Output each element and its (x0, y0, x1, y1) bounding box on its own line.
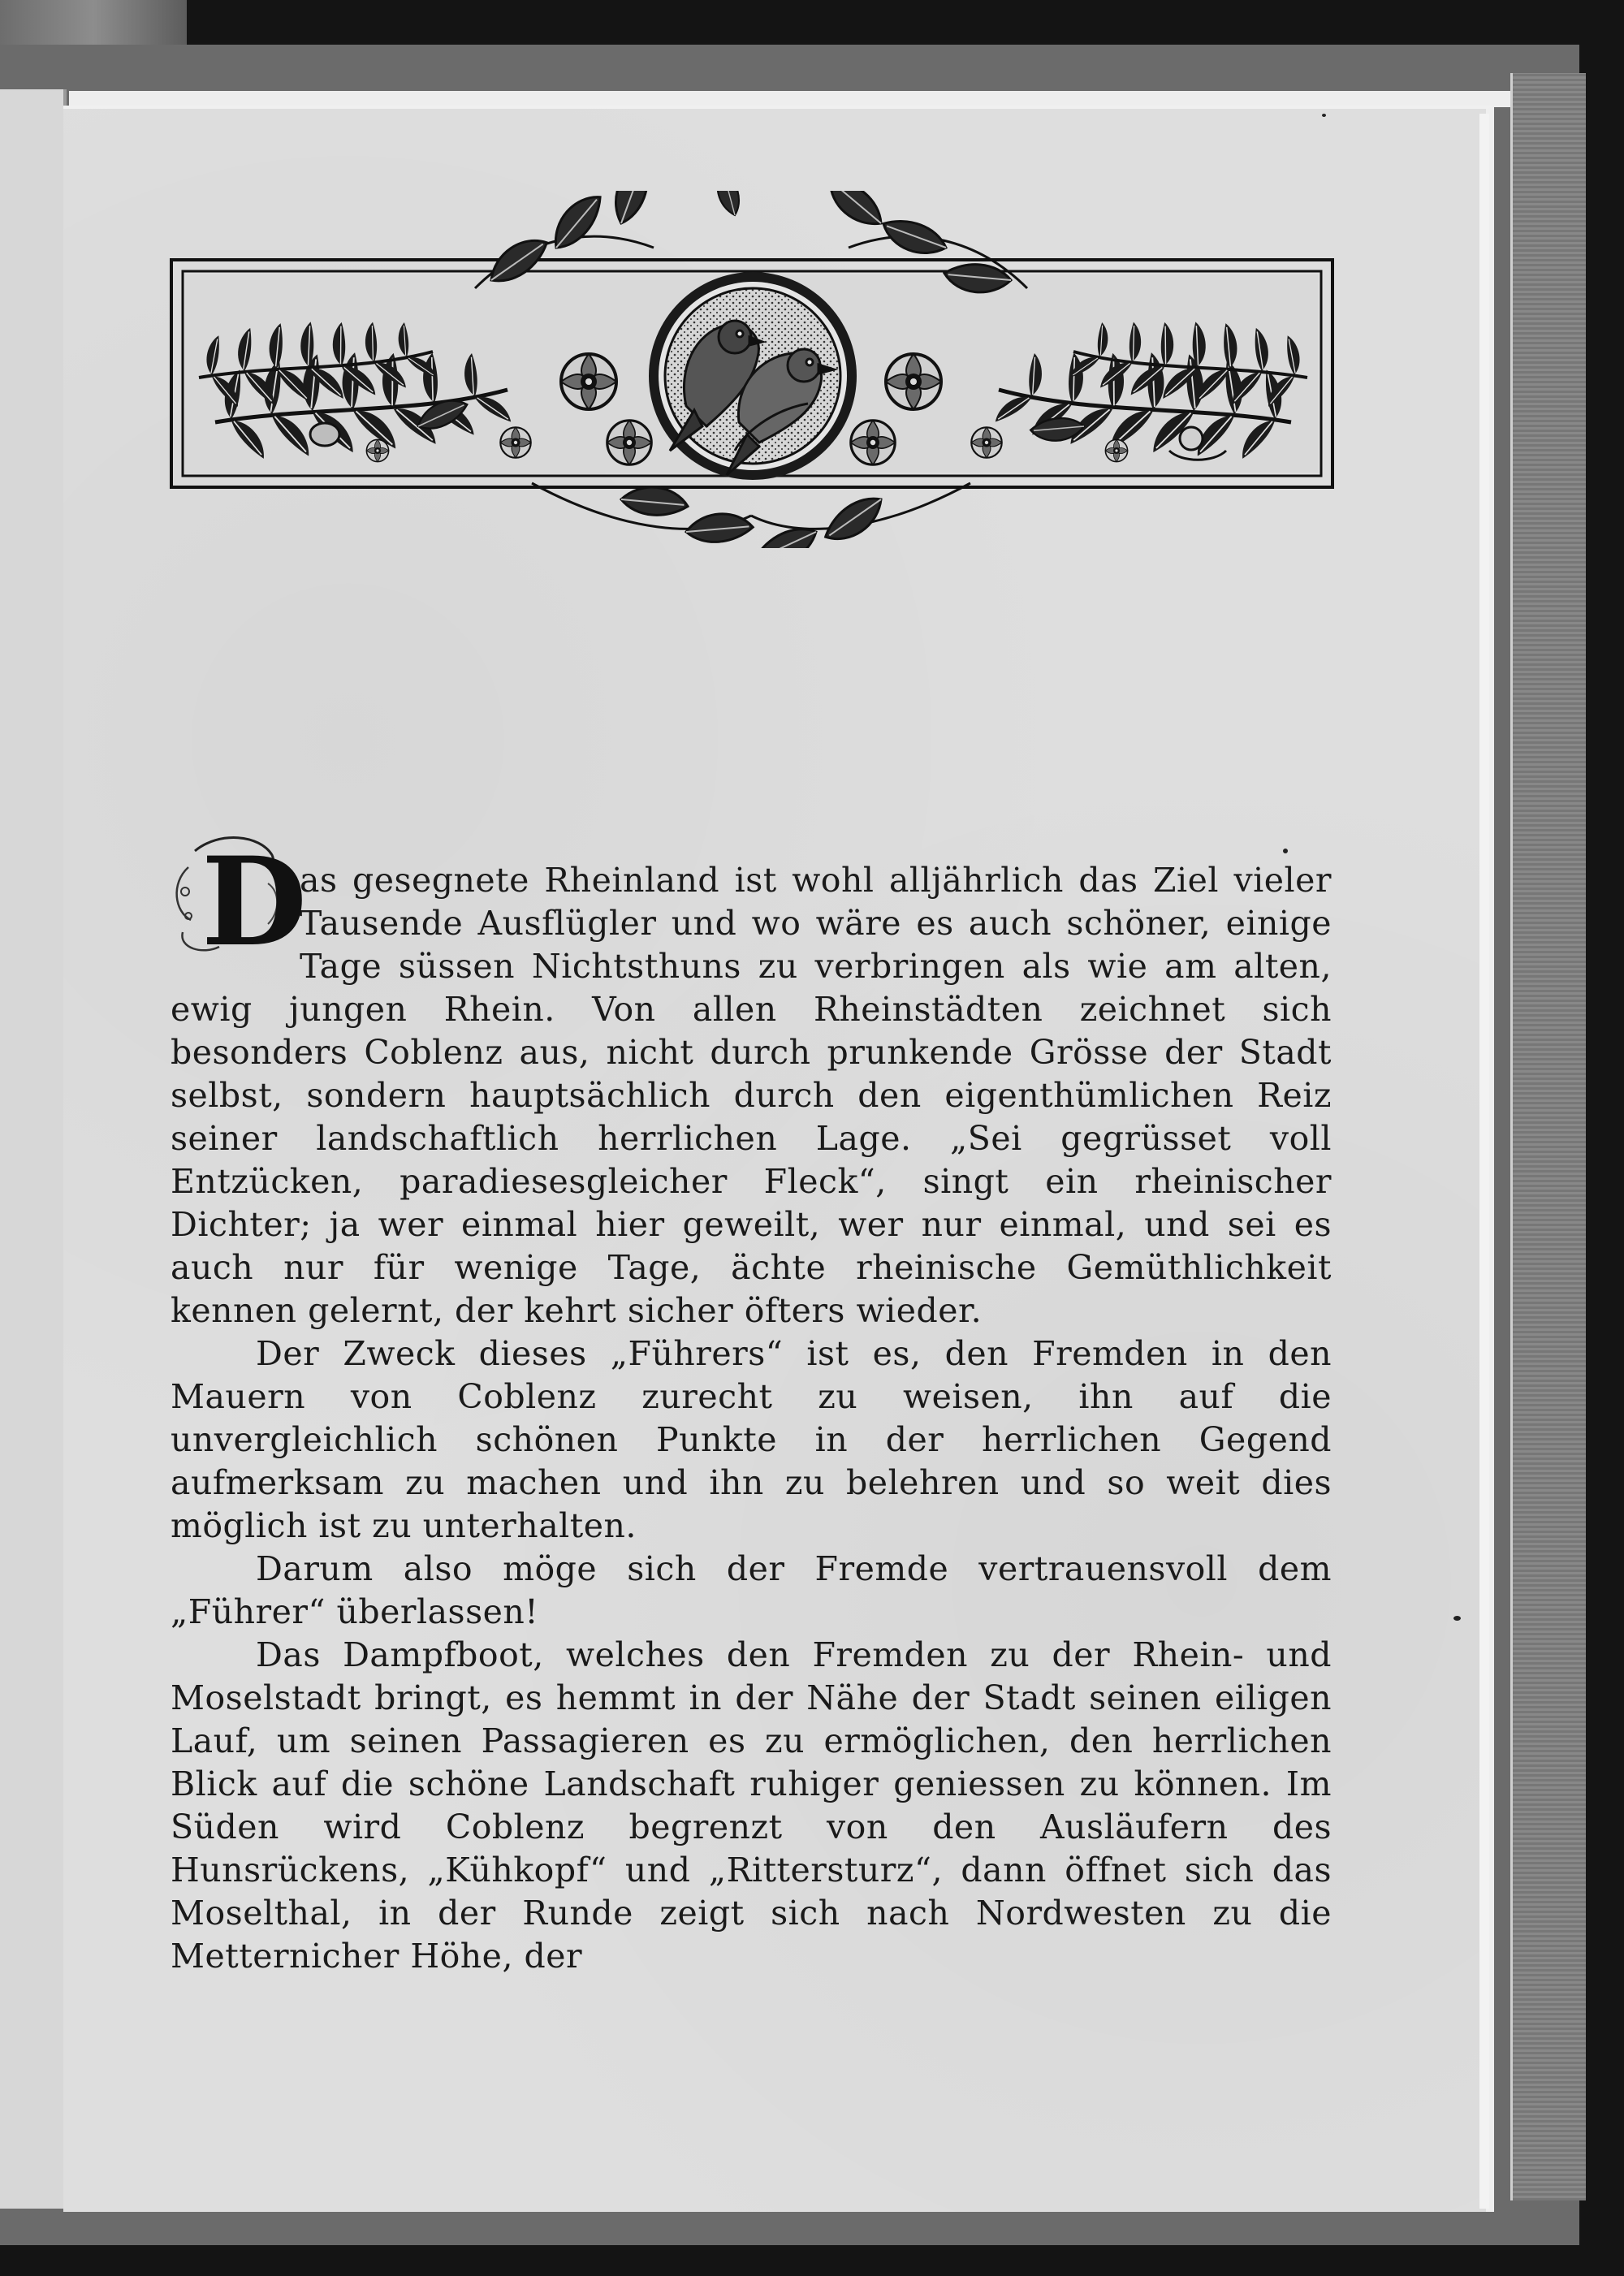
page-top-edge (69, 91, 1510, 107)
paragraph-2: Der Zweck dieses „Führers“ ist es, den Fremden in den Mauern von Coblenz zurecht zu weisen, ihn auf die unvergleichlich schönen Punkte in der herrlichen Gegend aufmerksam zu machen und ihn zu belehren und so weit dies möglich ist zu unterhalten. (171, 1334, 1332, 1545)
ink-speck (1322, 114, 1326, 117)
headpiece-ornament (166, 191, 1340, 548)
paragraph-1-text: as gesegnete Rheinland ist wohl alljährlich das Ziel vieler Tausende Ausflügler und wo wäre es auch schöner, einige Tage süssen Nichtsthuns zu verbringen als wie am alten, ewig jungen Rhein. Von allen Rheinstädten zeichnet sich besonders Coblenz aus, nicht durch prunkende Grösse der Stadt selbst, sondern hauptsächlich durch den eigenthümlichen Reiz seiner landschaftlich herrlichen Lage. „Sei gegrüsset voll Entzücken, paradiesesgleicher Fleck“, singt ein rheinischer Dichter; ja wer einmal hier geweilt, wer nur einmal, und sei es auch nur für wenige Tage, ächte rheinische Gemüthlichkeit kennen gelernt, der kehrt sicher öfters wieder. (171, 861, 1332, 1330)
paragraph-3: Darum also möge sich der Fremde vertrauensvoll dem „Führer“ überlassen! (171, 1549, 1332, 1631)
body-text (171, 831, 1332, 1978)
left-page-edge (0, 89, 67, 2209)
ink-speck (1453, 1616, 1461, 1621)
ink-speck (1283, 849, 1288, 853)
dropcap-letter: D (201, 831, 308, 974)
ornamental-dropcap (171, 831, 308, 974)
page-right-edge (1479, 114, 1489, 2209)
cover-cloth-edge (1510, 73, 1586, 2200)
paragraph-1 (171, 831, 1332, 1332)
paragraph-4: Das Dampfboot, welches den Fremden zu der Rhein- und Moselstadt bringt, es hemmt in der Nähe der Stadt seinen eiligen Lauf, um seinen Passagieren es zu ermöglichen, den herrlichen Blick auf die schöne Landschaft ruhiger geniessen zu können. Im Süden wird Coblenz begrenzt von den Ausläufern des Hunsrückens, „Kühkopf“ und „Rittersturz“, dann öffnet sich das Moselthal, in der Runde zeigt sich nach Nordwesten zu die Metternicher Höhe, der (171, 1635, 1332, 1976)
